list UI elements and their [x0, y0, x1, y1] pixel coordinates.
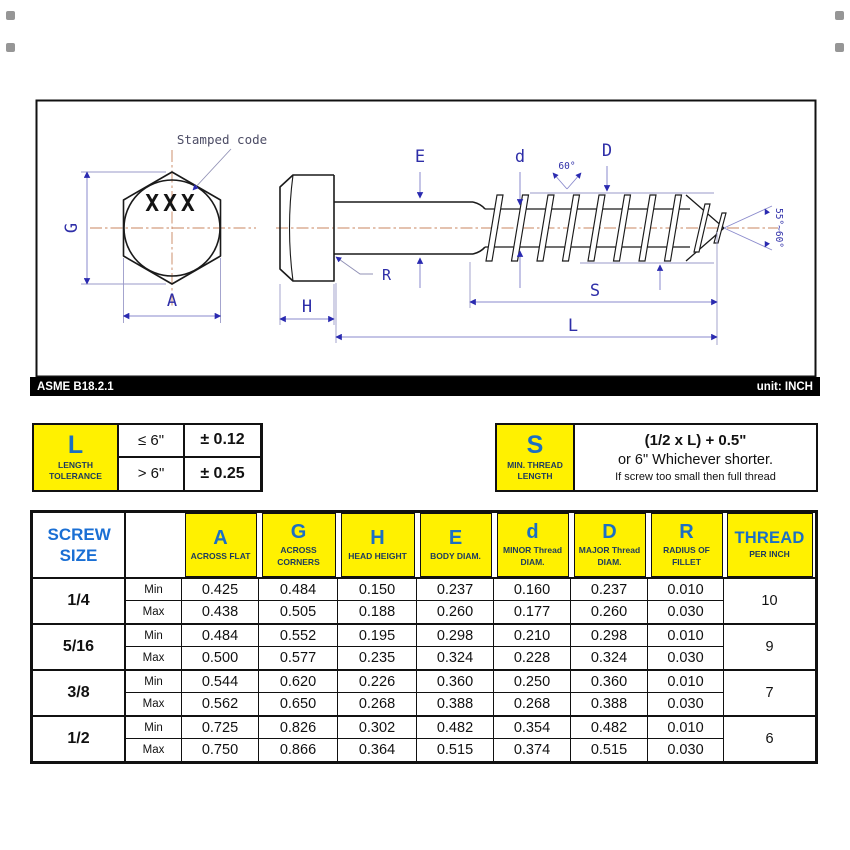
- screw-size: 1/4: [33, 579, 126, 623]
- tolerance-value: ± 0.25: [185, 458, 261, 491]
- value-cell: 0.150: [338, 579, 417, 601]
- standard-name: ASME B18.2.1: [37, 380, 114, 393]
- symbol-S: S: [526, 430, 544, 459]
- stamped-code-mark: XXX: [145, 191, 199, 217]
- symbol-L: L: [67, 430, 84, 459]
- drawing-svg: [30, 92, 820, 377]
- col-header-H: H HEAD HEIGHT: [338, 513, 417, 577]
- value-cell: 0.620: [259, 671, 338, 693]
- value-cell: 0.226: [338, 671, 417, 693]
- svg-text:R: R: [382, 266, 392, 284]
- value-cell: 0.237: [417, 579, 494, 601]
- value-cell: 0.364: [338, 739, 417, 761]
- value-cell: 0.268: [338, 693, 417, 715]
- stamped-code-label: Stamped code: [176, 132, 268, 147]
- value-cell: 0.505: [259, 601, 338, 623]
- min-label: Min: [126, 717, 182, 739]
- length-tolerance-caption: LENGTH TOLERANCE: [49, 459, 102, 481]
- value-cell: 0.188: [338, 601, 417, 623]
- col-header-A: A ACROSS FLAT: [182, 513, 259, 577]
- svg-text:55°~60°: 55°~60°: [773, 207, 784, 249]
- threads-per-inch: 6: [765, 731, 774, 747]
- value-cell: 0.324: [417, 647, 494, 669]
- value-cell: 0.195: [338, 625, 417, 647]
- value-cell: 0.260: [417, 601, 494, 623]
- table-row: [33, 669, 815, 715]
- svg-text:A: A: [166, 291, 178, 311]
- min-thread-length-box: [495, 423, 818, 492]
- standard-bar: [30, 377, 820, 396]
- value-cell: 0.577: [259, 647, 338, 669]
- threads-per-inch: 10: [761, 593, 778, 609]
- min-label: Min: [126, 579, 182, 601]
- lag-screw-drawing: [30, 92, 820, 377]
- tolerance-value: ± 0.12: [185, 425, 261, 458]
- value-cell: 0.160: [494, 579, 571, 601]
- screw-size: 3/8: [33, 671, 126, 715]
- value-cell: 0.302: [338, 717, 417, 739]
- value-cell: 0.250: [494, 671, 571, 693]
- scan-artifact: [835, 43, 844, 52]
- svg-text:D: D: [601, 141, 613, 161]
- tolerance-condition: > 6": [119, 458, 185, 491]
- thread-rule-note: If screw too small then full thread: [615, 470, 776, 483]
- corner-header: SCREW SIZE: [33, 513, 126, 577]
- tolerance-condition: ≤ 6": [119, 425, 185, 458]
- value-cell: 0.298: [417, 625, 494, 647]
- threads-per-inch: 9: [765, 639, 774, 655]
- length-tolerance-box: [32, 423, 263, 492]
- value-cell: 0.268: [494, 693, 571, 715]
- value-cell: 0.484: [182, 625, 259, 647]
- value-cell: 0.650: [259, 693, 338, 715]
- value-cell: 0.826: [259, 717, 338, 739]
- stamped-code-leader: [193, 149, 231, 190]
- thread-rule-alternative: or 6" Whichever shorter.: [617, 451, 774, 468]
- table-row: [33, 623, 815, 669]
- value-cell: 0.484: [259, 579, 338, 601]
- thread-rule-formula: (1/2 x L) + 0.5": [644, 432, 747, 450]
- value-cell: 0.010: [648, 579, 724, 601]
- blank-header-cell: [126, 513, 182, 577]
- value-cell: 0.750: [182, 739, 259, 761]
- scan-artifact: [835, 11, 844, 20]
- value-cell: 0.388: [571, 693, 648, 715]
- value-cell: 0.010: [648, 671, 724, 693]
- value-cell: 0.388: [417, 693, 494, 715]
- col-header-D: D MAJOR Thread DIAM.: [571, 513, 648, 577]
- length-tolerance-key: [34, 425, 119, 490]
- svg-text:H: H: [301, 297, 313, 317]
- dim-R: [336, 257, 392, 284]
- svg-text:L: L: [567, 316, 579, 336]
- value-cell: 0.030: [648, 739, 724, 761]
- max-label: Max: [126, 647, 182, 669]
- value-cell: 0.235: [338, 647, 417, 669]
- value-cell: 0.482: [571, 717, 648, 739]
- col-header-thread: THREAD PER INCH: [724, 513, 815, 577]
- value-cell: 0.030: [648, 601, 724, 623]
- svg-text:E: E: [414, 147, 426, 167]
- max-label: Max: [126, 739, 182, 761]
- min-label: Min: [126, 671, 182, 693]
- min-thread-rule: [575, 425, 816, 490]
- min-thread-caption: MIN. THREAD LENGTH: [507, 459, 563, 481]
- value-cell: 0.552: [259, 625, 338, 647]
- max-label: Max: [126, 601, 182, 623]
- col-header-d: d MINOR Thread DIAM.: [494, 513, 571, 577]
- thread-angle-60: [553, 161, 581, 189]
- value-cell: 0.177: [494, 601, 571, 623]
- dimension-spec-table: [30, 510, 818, 764]
- scan-artifact: [6, 43, 15, 52]
- svg-text:60°: 60°: [558, 161, 576, 172]
- value-cell: 0.500: [182, 647, 259, 669]
- min-label: Min: [126, 625, 182, 647]
- value-cell: 0.482: [417, 717, 494, 739]
- svg-text:d: d: [514, 147, 526, 167]
- unit-label: unit: INCH: [756, 380, 813, 393]
- screw-size: 1/2: [33, 717, 126, 761]
- max-label: Max: [126, 693, 182, 715]
- value-cell: 0.515: [417, 739, 494, 761]
- value-cell: 0.360: [571, 671, 648, 693]
- value-cell: 0.562: [182, 693, 259, 715]
- value-cell: 0.866: [259, 739, 338, 761]
- table-header-row: [33, 513, 815, 579]
- value-cell: 0.010: [648, 625, 724, 647]
- table-row: [33, 579, 815, 623]
- table-row: [33, 715, 815, 761]
- value-cell: 0.425: [182, 579, 259, 601]
- svg-text:G: G: [62, 222, 82, 234]
- value-cell: 0.010: [648, 717, 724, 739]
- value-cell: 0.298: [571, 625, 648, 647]
- value-cell: 0.237: [571, 579, 648, 601]
- value-cell: 0.354: [494, 717, 571, 739]
- value-cell: 0.228: [494, 647, 571, 669]
- dim-L: [336, 283, 717, 343]
- value-cell: 0.544: [182, 671, 259, 693]
- col-header-G: G ACROSS CORNERS: [259, 513, 338, 577]
- col-header-E: E BODY DIAM.: [417, 513, 494, 577]
- value-cell: 0.324: [571, 647, 648, 669]
- value-cell: 0.515: [571, 739, 648, 761]
- scan-artifact: [6, 11, 15, 20]
- svg-text:S: S: [589, 281, 601, 301]
- min-thread-length-key: [497, 425, 575, 490]
- value-cell: 0.374: [494, 739, 571, 761]
- threads-per-inch: 7: [765, 685, 774, 701]
- value-cell: 0.260: [571, 601, 648, 623]
- value-cell: 0.360: [417, 671, 494, 693]
- value-cell: 0.725: [182, 717, 259, 739]
- value-cell: 0.030: [648, 647, 724, 669]
- value-cell: 0.438: [182, 601, 259, 623]
- value-cell: 0.210: [494, 625, 571, 647]
- dim-E: [415, 147, 425, 288]
- screw-size: 5/16: [33, 625, 126, 669]
- col-header-R: R RADIUS OF FILLET: [648, 513, 724, 577]
- dim-H: [280, 284, 334, 325]
- value-cell: 0.030: [648, 693, 724, 715]
